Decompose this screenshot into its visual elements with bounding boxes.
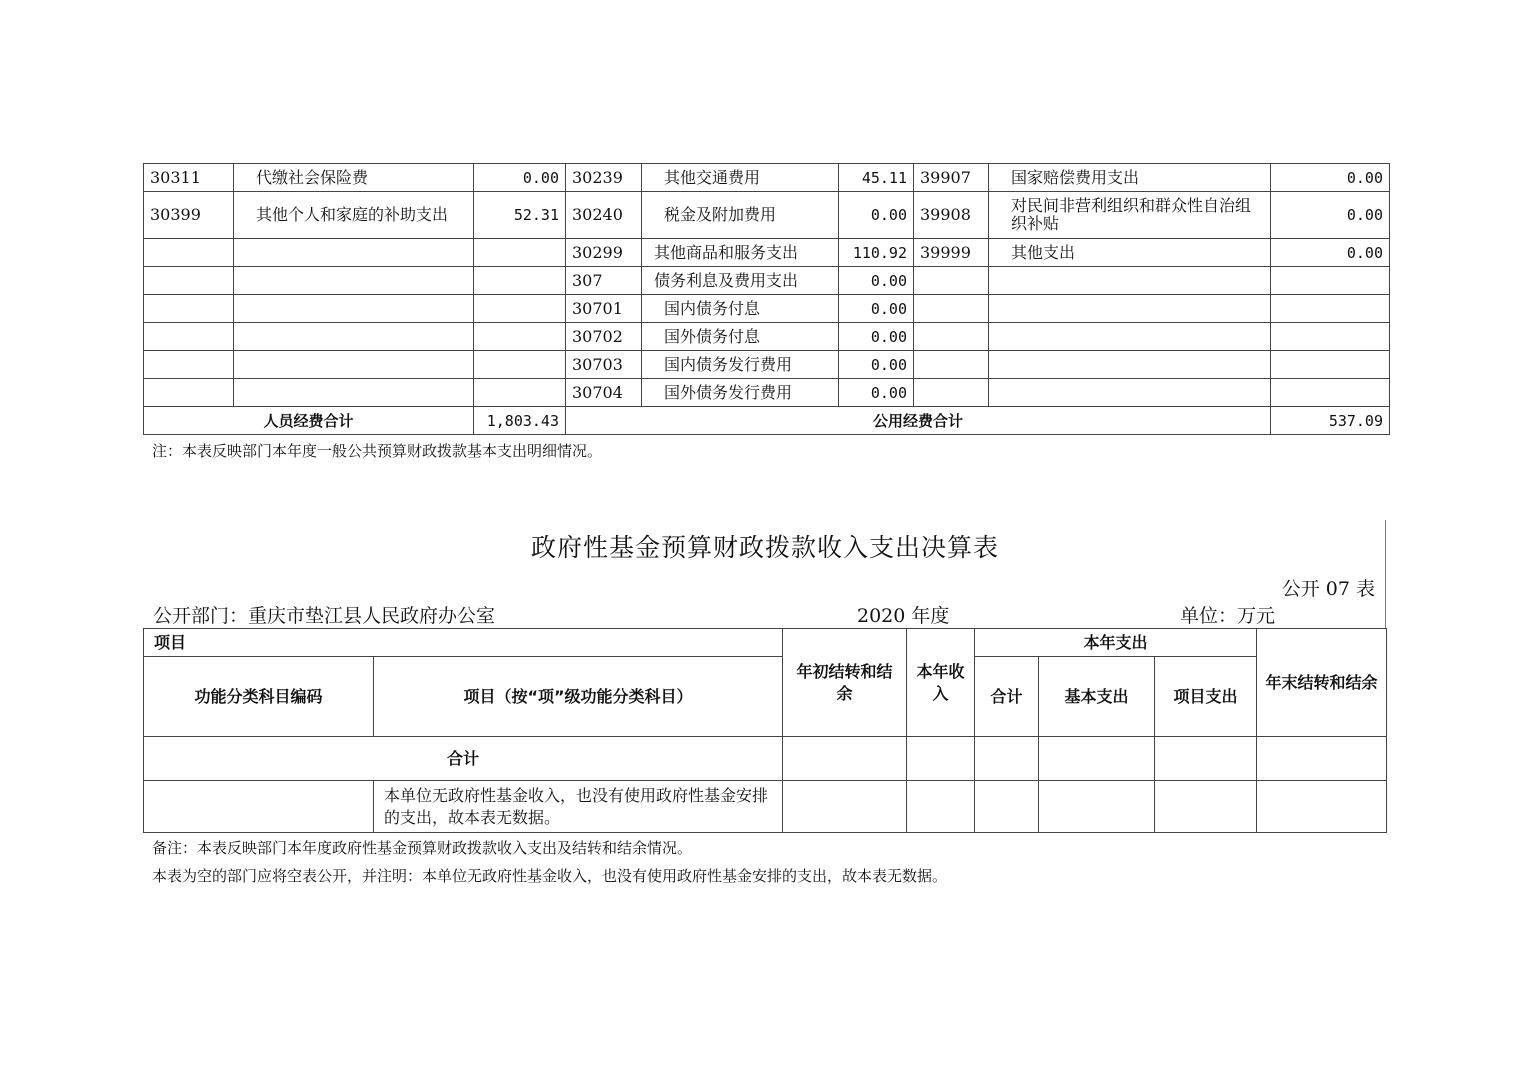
table-row	[144, 192, 1390, 239]
header-closing-balance: 年末结转和结余	[1257, 629, 1387, 737]
notice-code-cell	[144, 781, 374, 833]
amount-3	[1271, 295, 1390, 323]
table-row	[144, 323, 1390, 351]
amount-1	[474, 239, 566, 267]
table-row	[144, 164, 1390, 192]
totals-row	[144, 407, 1390, 435]
econ-code-3	[914, 379, 989, 407]
remark-line-1: 备注：本表反映部门本年度政府性基金预算财政拨款收入支出及结转和结余情况。	[152, 839, 693, 857]
econ-name-1: 其他个人和家庭的补助支出	[234, 192, 474, 239]
form-number: 公开 07 表	[1281, 578, 1375, 600]
econ-code-3	[914, 295, 989, 323]
table-row	[144, 239, 1390, 267]
econ-code-1: 30399	[144, 192, 234, 239]
amount-1: 52.31	[474, 192, 566, 239]
econ-code-1	[144, 379, 234, 407]
econ-code-1	[144, 267, 234, 295]
header-function-code: 功能分类科目编码	[144, 657, 374, 737]
header-expense-group: 本年支出	[975, 629, 1257, 657]
econ-name-1	[234, 351, 474, 379]
notice-empty-cell	[1155, 781, 1257, 833]
remark-line-2: 本表为空的部门应将空表公开，并注明：本单位无政府性基金收入，也没有使用政府性基金安排的支出，故本表无数据。	[152, 867, 948, 885]
header-item-name: 项目（按“项”级功能分类科目）	[374, 657, 783, 737]
econ-name-1	[234, 239, 474, 267]
econ-code-3: 39999	[914, 239, 989, 267]
amount-1	[474, 295, 566, 323]
amount-3: 0.00	[1271, 192, 1390, 239]
header-row-2	[144, 657, 1387, 737]
econ-code-1: 30311	[144, 164, 234, 192]
econ-code-2: 30701	[566, 295, 642, 323]
header-project: 项目	[144, 629, 783, 657]
table-note: 注：本表反映部门本年度一般公共预算财政拨款基本支出明细情况。	[152, 442, 603, 460]
econ-code-2: 30703	[566, 351, 642, 379]
econ-name-3: 国家赔偿费用支出	[989, 164, 1271, 192]
amount-2: 45.11	[839, 164, 914, 192]
amount-1	[474, 323, 566, 351]
econ-code-2: 30702	[566, 323, 642, 351]
amount-2: 0.00	[839, 379, 914, 407]
econ-code-3	[914, 351, 989, 379]
econ-code-2: 307	[566, 267, 642, 295]
econ-code-3: 39907	[914, 164, 989, 192]
amount-3: 0.00	[1271, 239, 1390, 267]
total-opening	[783, 737, 907, 781]
econ-name-2: 其他商品和服务支出	[642, 239, 839, 267]
amount-1	[474, 351, 566, 379]
econ-name-3	[989, 323, 1271, 351]
econ-name-1	[234, 267, 474, 295]
econ-code-2: 30240	[566, 192, 642, 239]
amount-3	[1271, 323, 1390, 351]
econ-name-1	[234, 295, 474, 323]
econ-name-3: 其他支出	[989, 239, 1271, 267]
econ-code-1	[144, 351, 234, 379]
econ-name-3	[989, 379, 1271, 407]
notice-empty-cell	[1039, 781, 1155, 833]
public-total-value: 537.09	[1271, 407, 1390, 435]
econ-code-2: 30704	[566, 379, 642, 407]
amount-1	[474, 267, 566, 295]
econ-name-3: 对民间非营利组织和群众性自治组织补贴	[989, 192, 1271, 239]
econ-code-2: 30239	[566, 164, 642, 192]
econ-code-3: 39908	[914, 192, 989, 239]
amount-3: 0.00	[1271, 164, 1390, 192]
econ-code-1	[144, 323, 234, 351]
basic-expenditure-table	[143, 163, 1390, 435]
notice-empty-cell	[975, 781, 1039, 833]
total-row-label: 合计	[144, 737, 783, 781]
econ-name-1: 代缴社会保险费	[234, 164, 474, 192]
amount-2: 0.00	[839, 267, 914, 295]
econ-name-2: 国内债务发行费用	[642, 351, 839, 379]
econ-name-1	[234, 323, 474, 351]
econ-code-1	[144, 239, 234, 267]
empty-notice: 本单位无政府性基金收入，也没有使用政府性基金安排的支出，故本表无数据。	[374, 781, 783, 833]
total-closing	[1257, 737, 1387, 781]
amount-2: 110.92	[839, 239, 914, 267]
notice-empty-cell	[907, 781, 975, 833]
header-expense-total: 合计	[975, 657, 1039, 737]
personnel-total-value: 1,803.43	[474, 407, 566, 435]
econ-name-2: 其他交通费用	[642, 164, 839, 192]
amount-1	[474, 379, 566, 407]
amount-2: 0.00	[839, 192, 914, 239]
econ-name-2: 税金及附加费用	[642, 192, 839, 239]
notice-row	[144, 781, 1387, 833]
amount-3	[1271, 351, 1390, 379]
econ-name-2: 国外债务发行费用	[642, 379, 839, 407]
amount-3	[1271, 267, 1390, 295]
header-income: 本年收入	[907, 629, 975, 737]
econ-code-3	[914, 323, 989, 351]
econ-name-2: 国内债务付息	[642, 295, 839, 323]
econ-code-1	[144, 295, 234, 323]
fiscal-year: 2020 年度	[857, 605, 950, 627]
amount-3	[1271, 379, 1390, 407]
amount-2: 0.00	[839, 323, 914, 351]
total-project	[1155, 737, 1257, 781]
amount-2: 0.00	[839, 351, 914, 379]
header-row-1	[144, 629, 1387, 657]
header-opening-balance: 年初结转和结余	[783, 629, 907, 737]
notice-empty-cell	[783, 781, 907, 833]
amount-2: 0.00	[839, 295, 914, 323]
total-basic	[1039, 737, 1155, 781]
table-row	[144, 379, 1390, 407]
econ-name-1	[234, 379, 474, 407]
total-expense	[975, 737, 1039, 781]
personnel-total-label: 人员经费合计	[144, 407, 474, 435]
econ-code-3	[914, 267, 989, 295]
econ-name-3	[989, 351, 1271, 379]
table-row	[144, 295, 1390, 323]
econ-name-2: 债务利息及费用支出	[642, 267, 839, 295]
public-total-label: 公用经费合计	[566, 407, 1271, 435]
total-income	[907, 737, 975, 781]
econ-name-2: 国外债务付息	[642, 323, 839, 351]
econ-name-3	[989, 267, 1271, 295]
econ-code-2: 30299	[566, 239, 642, 267]
total-row	[144, 737, 1387, 781]
table-row	[144, 351, 1390, 379]
table-row	[144, 267, 1390, 295]
header-basic-expense: 基本支出	[1039, 657, 1155, 737]
department-label: 公开部门：重庆市垫江县人民政府办公室	[153, 605, 496, 627]
amount-1: 0.00	[474, 164, 566, 192]
header-project-expense: 项目支出	[1155, 657, 1257, 737]
page-title: 政府性基金预算财政拨款收入支出决算表	[530, 533, 999, 562]
notice-empty-cell	[1257, 781, 1387, 833]
econ-name-3	[989, 295, 1271, 323]
government-fund-table	[143, 628, 1387, 833]
unit-label: 单位：万元	[1180, 605, 1276, 627]
